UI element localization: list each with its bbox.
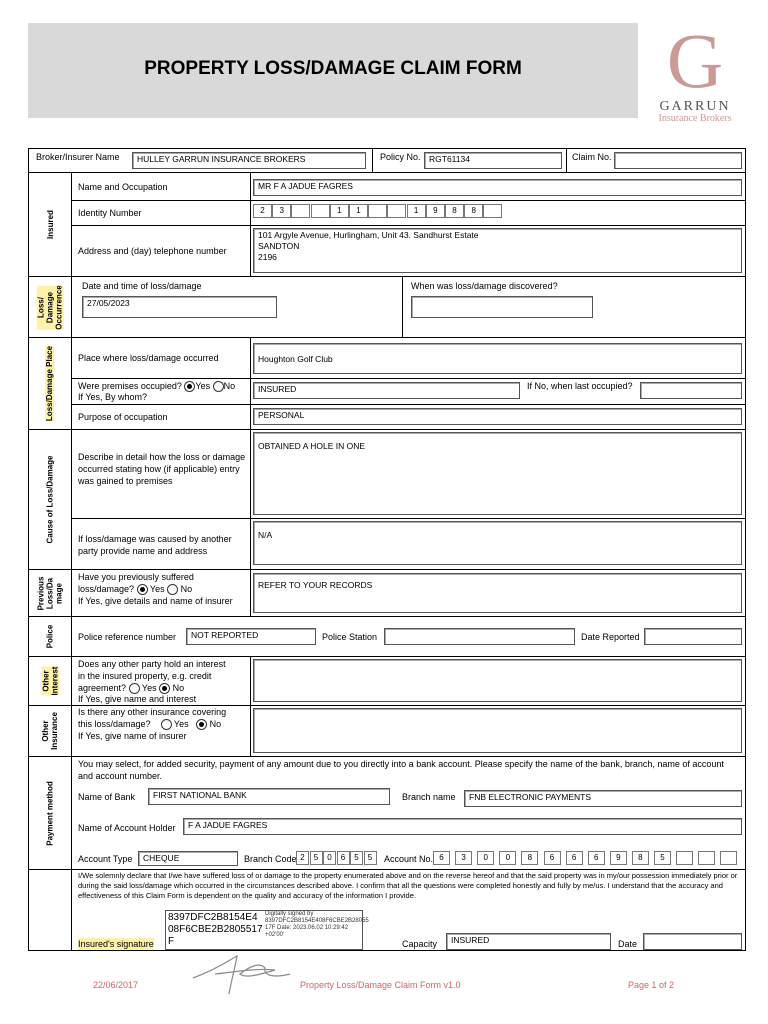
occupied-by-field[interactable]: INSURED: [253, 382, 520, 399]
interest-line1: Does any other party hold an interest: [78, 659, 226, 669]
date-reported-field[interactable]: [644, 628, 742, 645]
broker-label: Broker/Insurer Name: [36, 152, 120, 162]
id-digit-box[interactable]: 8: [464, 204, 483, 218]
no-label: No: [209, 719, 222, 729]
insurance-line1: Is there any other insurance covering: [78, 707, 227, 717]
claim-label: Claim No.: [572, 152, 612, 162]
branch-code-digit-box[interactable]: 5: [350, 851, 363, 865]
account-digit-box[interactable]: 5: [654, 851, 671, 865]
address-field[interactable]: [253, 228, 742, 273]
account-digit-box[interactable]: 6: [566, 851, 583, 865]
interest-line2: in the insured property, e.g. credit: [78, 671, 212, 681]
holder-field[interactable]: F A JADUE FAGRES: [183, 818, 742, 835]
account-digit-box[interactable]: 8: [632, 851, 649, 865]
account-digit-box[interactable]: 0: [477, 851, 494, 865]
account-digit-box[interactable]: 6: [433, 851, 450, 865]
previous-q-label: loss/damage?: [78, 584, 135, 594]
police-station-field[interactable]: [384, 628, 575, 645]
previous-yes-radio[interactable]: [137, 584, 148, 595]
address-line: SANDTON: [258, 241, 300, 251]
branch-name-field[interactable]: FNB ELECTRONIC PAYMENTS: [464, 790, 742, 807]
last-occupied-field[interactable]: [640, 382, 742, 399]
id-digit-box[interactable]: 1: [349, 204, 368, 218]
purpose-field[interactable]: PERSONAL: [253, 408, 742, 425]
declaration-text: I/We solemnly declare that I/we have suffered loss of or damage to the property enumerated above and on the reverse hereof and that the said property was in my/our possession immediately prior or during the said loss/damage which occurred in the circumstances described above. I confirm that all the questions were completed honestly and fully by me/us. I understand that the accuracy and effectiveness of this Claim Form is dependent on the quality and accuracy of the information I provide.: [78, 871, 738, 900]
no-label: No: [172, 683, 185, 693]
name-label: Name and Occupation: [78, 182, 168, 192]
branch-code-digit-box[interactable]: 5: [310, 851, 323, 865]
divider: [566, 148, 567, 172]
footer-date: 22/06/2017: [93, 980, 139, 990]
date-reported-label: Date Reported: [581, 632, 640, 642]
account-digit-box[interactable]: 9: [610, 851, 627, 865]
account-no-label: Account No.: [384, 854, 434, 864]
previous-no-radio[interactable]: [167, 584, 178, 595]
date-field[interactable]: [643, 933, 742, 950]
footer-page: Page 1 of 2: [628, 980, 675, 990]
insurance-q-label: this loss/damage?: [78, 719, 151, 729]
place-label: Place where loss/damage occurred: [78, 353, 219, 363]
date-loss-label: Date and time of loss/damage: [82, 281, 202, 291]
police-ref-field[interactable]: NOT REPORTED: [186, 628, 316, 645]
signature-label: Insured's signature: [78, 939, 154, 949]
handwritten-signature-icon: [185, 948, 295, 996]
discovered-field[interactable]: [411, 296, 593, 318]
signature-details: Digitally signed by 8397DFC2B8154E408F6CBE2B28055 17F Date: 2023.06.02 10:29:42 +02'00': [265, 911, 369, 938]
yes-label: Yes: [141, 683, 157, 693]
previous-q2: [78, 583, 192, 595]
claim-field[interactable]: [614, 152, 742, 169]
occupied-no-radio[interactable]: [213, 381, 224, 392]
branch-name-label: Branch name: [402, 792, 456, 802]
policy-field[interactable]: RGT61134: [424, 152, 562, 169]
account-digit-box[interactable]: 0: [499, 851, 516, 865]
section-previous: Previous Loss/Da mage: [36, 576, 64, 610]
previous-field[interactable]: REFER TO YOUR RECORDS: [253, 573, 742, 613]
account-digit-box[interactable]: 6: [544, 851, 561, 865]
branch-code-label: Branch Code: [244, 854, 297, 864]
bank-label: Name of Bank: [78, 792, 136, 802]
id-digit-box[interactable]: [368, 204, 387, 218]
discovered-label: When was loss/damage discovered?: [411, 281, 558, 291]
broker-field[interactable]: HULLEY GARRUN INSURANCE BROKERS: [132, 152, 366, 169]
id-digit-box[interactable]: [311, 204, 330, 218]
id-digit-box[interactable]: 1: [330, 204, 349, 218]
id-digit-box[interactable]: [291, 204, 310, 218]
logo-name: GARRUN: [659, 99, 731, 114]
account-digit-box[interactable]: [676, 851, 693, 865]
id-label: Identity Number: [78, 208, 142, 218]
bank-field[interactable]: FIRST NATIONAL BANK: [148, 788, 390, 805]
divider: [372, 148, 373, 172]
previous-sub: If Yes, give details and name of insurer: [78, 596, 233, 606]
policy-label: Policy No.: [380, 152, 421, 162]
id-digit-box[interactable]: 3: [272, 204, 291, 218]
section-other-insurance: Other Insurance: [40, 712, 59, 750]
address-label: Address and (day) telephone number: [78, 246, 227, 256]
account-digit-box[interactable]: [720, 851, 737, 865]
no-label: No: [180, 584, 193, 594]
yes-label: Yes: [195, 381, 211, 391]
section-place: Loss/Damage Place: [45, 345, 55, 422]
yes-label: Yes: [149, 584, 165, 594]
police-ref-label: Police reference number: [78, 632, 177, 642]
id-digit-box[interactable]: [483, 204, 502, 218]
capacity-label: Capacity: [402, 939, 438, 949]
date-loss-field[interactable]: 27/05/2023: [82, 296, 277, 318]
account-type-label: Account Type: [78, 854, 133, 864]
id-digit-box[interactable]: 9: [426, 204, 445, 218]
branch-code-digit-box[interactable]: 6: [337, 851, 350, 865]
insurance-no-radio[interactable]: [196, 719, 207, 730]
other-party-field[interactable]: N/A: [253, 521, 742, 565]
other-party-label: If loss/damage was caused by another party provide name and address: [78, 534, 232, 556]
insurance-line2: [78, 718, 221, 730]
logo-tagline: Insurance Brokers: [658, 113, 732, 124]
interest-field[interactable]: [253, 659, 742, 702]
describe-label: Describe in detail how the loss or damage occurred stating how (if applicable) entry was gained to premises: [78, 452, 246, 486]
account-digit-box[interactable]: [698, 851, 715, 865]
id-digit-box[interactable]: [387, 204, 406, 218]
branch-code-digit-box[interactable]: 2: [296, 851, 309, 865]
previous-q1: Have you previously suffered: [78, 572, 194, 582]
id-digit-box[interactable]: 2: [253, 204, 272, 218]
account-type-field[interactable]: CHEQUE: [138, 851, 238, 866]
police-station-label: Police Station: [322, 632, 378, 642]
id-digit-box[interactable]: 1: [407, 204, 426, 218]
purpose-label: Purpose of occupation: [78, 412, 168, 422]
branch-code-digit-box[interactable]: 5: [364, 851, 377, 865]
signature-hash: 8397DFC2B8154E408F6CBE2B2805517F: [168, 912, 263, 947]
interest-q-label: agreement?: [78, 683, 127, 693]
payment-intro: You may select, for added security, payment of any amount due to you directly into a bank account. Please specify the name of the bank, branch, name of account and account number.: [78, 759, 724, 781]
section-police: Police: [45, 624, 55, 649]
occupied-yes-radio[interactable]: [184, 381, 195, 392]
form-title: PROPERTY LOSS/DAMAGE CLAIM FORM: [144, 58, 522, 79]
insurance-line3: If Yes, give name of insurer: [78, 731, 187, 741]
occupied-sub: If Yes, By whom?: [78, 392, 148, 402]
insurance-yes-radio[interactable]: [161, 719, 172, 730]
account-digit-box[interactable]: 8: [521, 851, 538, 865]
occupied-label: Were premises occupied?: [78, 381, 182, 391]
interest-line4: If Yes, give name and interest: [78, 694, 197, 704]
no-label: No: [223, 381, 236, 391]
footer-form-name: Property Loss/Damage Claim Form v1.0: [300, 980, 461, 990]
name-field[interactable]: MR F A JADUE FAGRES: [253, 179, 742, 196]
date-label: Date: [618, 939, 638, 949]
holder-label: Name of Account Holder: [78, 823, 176, 833]
place-field[interactable]: Houghton Golf Club: [253, 343, 742, 374]
id-digit-box[interactable]: 8: [445, 204, 464, 218]
section-occurrence: Loss/ Damage Occurrence: [36, 284, 64, 330]
other-insurance-field[interactable]: [253, 708, 742, 753]
address-line: 2196: [258, 252, 277, 262]
section-payment: Payment method: [45, 780, 55, 846]
logo-letter: G: [666, 17, 724, 104]
section-insured: Insured: [45, 210, 55, 239]
last-occupied-label: If No, when last occupied?: [527, 381, 633, 391]
address-line: 101 Argyle Avenue, Hurlingham, Unit 43. Sandhurst Estate: [258, 230, 479, 240]
account-digit-box[interactable]: 6: [588, 851, 605, 865]
account-digit-box[interactable]: 3: [455, 851, 472, 865]
capacity-field[interactable]: INSURED: [446, 933, 611, 950]
branch-code-digit-box[interactable]: 0: [323, 851, 336, 865]
section-other-interest: Other Interest: [41, 666, 59, 696]
yes-label: Yes: [173, 719, 189, 729]
describe-field[interactable]: OBTAINED A HOLE IN ONE: [253, 432, 742, 515]
section-cause: Cause of Loss/Damage: [45, 455, 55, 544]
